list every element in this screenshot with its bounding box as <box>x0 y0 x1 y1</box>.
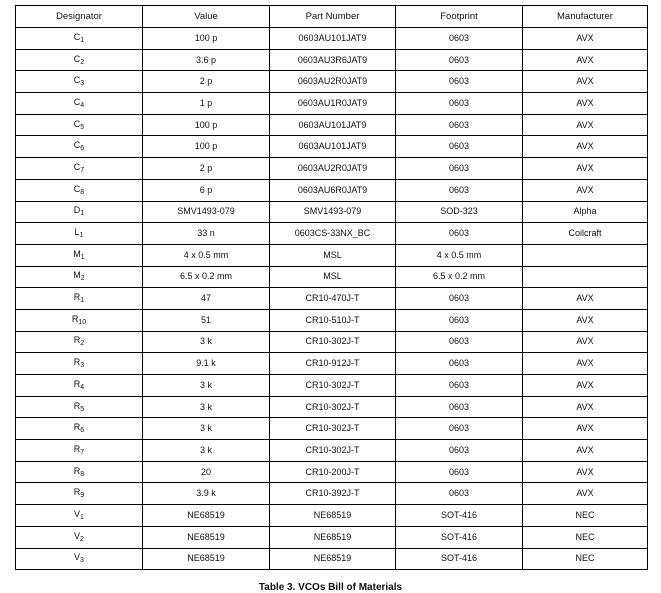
cell-part-number: MSL <box>270 266 396 288</box>
cell-value: 3.6 p <box>143 49 270 71</box>
cell-part-number: 0603AU2R0JAT9 <box>270 158 396 180</box>
designator-letter: M <box>73 248 81 259</box>
cell-footprint: 0603 <box>396 114 523 136</box>
cell-designator <box>16 28 143 50</box>
cell-value: 47 <box>143 288 270 310</box>
designator-index: 1 <box>80 297 85 305</box>
designator-index: 5 <box>80 405 85 413</box>
cell-manufacturer: Coilcraft <box>523 223 648 245</box>
cell-designator <box>16 418 143 440</box>
designator-index: 6 <box>80 427 85 435</box>
designator-letter: R <box>71 313 79 324</box>
cell-designator <box>16 114 143 136</box>
table-row <box>16 483 648 505</box>
cell-manufacturer: AVX <box>523 158 648 180</box>
cell-value: NE68519 <box>143 526 270 548</box>
designator-letter: V <box>74 552 81 563</box>
designator-letter: C <box>73 53 81 64</box>
table-row <box>16 353 648 375</box>
cell-value: 20 <box>143 461 270 483</box>
cell-part-number: CR10-200J-T <box>270 461 396 483</box>
table-body <box>16 28 648 570</box>
cell-designator <box>16 375 143 397</box>
header-part-number: Part Number <box>270 6 396 28</box>
designator-index: 2 <box>80 535 84 543</box>
cell-designator <box>16 548 143 570</box>
cell-manufacturer: AVX <box>523 375 648 397</box>
designator-letter: R <box>73 400 81 411</box>
cell-manufacturer: AVX <box>523 440 648 462</box>
cell-footprint: SOT-416 <box>396 505 523 527</box>
cell-manufacturer: AVX <box>523 49 648 71</box>
cell-value: SMV1493-079 <box>143 201 270 223</box>
table-row <box>16 114 648 136</box>
designator-letter: C <box>73 96 81 107</box>
designator-index: 8 <box>80 470 85 478</box>
cell-footprint: 0603 <box>396 331 523 353</box>
cell-footprint: 0603 <box>396 71 523 93</box>
table-row <box>16 266 648 288</box>
designator-index: 2 <box>80 58 85 66</box>
designator-index: 10 <box>78 318 87 326</box>
cell-value: 51 <box>143 309 270 331</box>
cell-manufacturer: AVX <box>523 71 648 93</box>
designator-index: 3 <box>80 80 85 88</box>
table-row <box>16 158 648 180</box>
cell-manufacturer: AVX <box>523 93 648 115</box>
cell-designator <box>16 483 143 505</box>
table-row <box>16 461 648 483</box>
cell-designator <box>16 93 143 115</box>
cell-part-number: CR10-302J-T <box>270 375 396 397</box>
cell-designator <box>16 179 143 201</box>
table-row <box>16 93 648 115</box>
designator-index: 1 <box>80 36 85 44</box>
cell-part-number: 0603AU2R0JAT9 <box>270 71 396 93</box>
designator-index: 3 <box>80 362 85 370</box>
table-row <box>16 440 648 462</box>
designator-letter: C <box>73 161 81 172</box>
cell-designator <box>16 331 143 353</box>
header-designator: Designator <box>16 6 143 28</box>
header-value: Value <box>143 6 270 28</box>
cell-part-number: CR10-470J-T <box>270 288 396 310</box>
designator-index: 3 <box>80 557 84 565</box>
cell-manufacturer <box>523 244 648 266</box>
cell-value: 100 p <box>143 136 270 158</box>
cell-designator <box>16 49 143 71</box>
cell-value: 3.9 k <box>143 483 270 505</box>
cell-designator <box>16 353 143 375</box>
cell-value: 3 k <box>143 396 270 418</box>
cell-part-number: CR10-302J-T <box>270 418 396 440</box>
cell-part-number: MSL <box>270 244 396 266</box>
cell-value: 2 p <box>143 158 270 180</box>
cell-value: 6.5 x 0.2 mm <box>143 266 270 288</box>
cell-footprint: 0603 <box>396 93 523 115</box>
table-row <box>16 288 648 310</box>
cell-part-number: 0603AU3R6JAT9 <box>270 49 396 71</box>
cell-value: 3 k <box>143 375 270 397</box>
designator-index: 4 <box>80 101 85 109</box>
cell-manufacturer: NEC <box>523 505 648 527</box>
designator-letter: R <box>73 378 81 389</box>
designator-letter: C <box>73 75 81 86</box>
table-row <box>16 396 648 418</box>
cell-footprint: SOD-323 <box>396 201 523 223</box>
table-row <box>16 244 648 266</box>
cell-manufacturer: AVX <box>523 288 648 310</box>
cell-footprint: 0603 <box>396 461 523 483</box>
cell-footprint: 0603 <box>396 158 523 180</box>
cell-part-number: 0603AU6R0JAT9 <box>270 179 396 201</box>
table-row <box>16 49 648 71</box>
designator-letter: R <box>73 357 81 368</box>
cell-footprint: 0603 <box>396 396 523 418</box>
cell-designator <box>16 266 143 288</box>
cell-designator <box>16 223 143 245</box>
cell-value: NE68519 <box>143 505 270 527</box>
designator-index: 7 <box>80 448 85 456</box>
cell-footprint: 0603 <box>396 353 523 375</box>
table-row <box>16 526 648 548</box>
table-caption: Table 3. VCOs Bill of Materials <box>258 582 403 593</box>
cell-footprint: SOT-416 <box>396 526 523 548</box>
table-row <box>16 418 648 440</box>
cell-footprint: 0603 <box>396 136 523 158</box>
designator-letter: R <box>73 422 81 433</box>
designator-letter: C <box>73 140 81 151</box>
cell-value: 100 p <box>143 114 270 136</box>
cell-designator <box>16 396 143 418</box>
designator-letter: R <box>73 443 81 454</box>
cell-part-number: 0603AU101JAT9 <box>270 136 396 158</box>
cell-manufacturer: AVX <box>523 136 648 158</box>
cell-value: 6 p <box>143 179 270 201</box>
cell-designator <box>16 244 143 266</box>
cell-footprint: 6.5 x 0.2 mm <box>396 266 523 288</box>
header-footprint: Footprint <box>396 6 523 28</box>
cell-footprint: 0603 <box>396 179 523 201</box>
cell-manufacturer: AVX <box>523 396 648 418</box>
designator-letter: R <box>73 335 81 346</box>
cell-part-number: CR10-392J-T <box>270 483 396 505</box>
table-row <box>16 71 648 93</box>
header-manufacturer: Manufacturer <box>523 6 648 28</box>
cell-value: 9.1 k <box>143 353 270 375</box>
cell-value: 3 k <box>143 440 270 462</box>
designator-index: 8 <box>80 188 85 196</box>
table-row <box>16 179 648 201</box>
cell-value: 3 k <box>143 331 270 353</box>
cell-footprint: 0603 <box>396 223 523 245</box>
designator-index: 4 <box>80 383 85 391</box>
designator-index: 2 <box>80 340 85 348</box>
cell-designator <box>16 309 143 331</box>
cell-designator <box>16 158 143 180</box>
cell-manufacturer: AVX <box>523 179 648 201</box>
table-row <box>16 548 648 570</box>
cell-value: 2 p <box>143 71 270 93</box>
cell-part-number: NE68519 <box>270 505 396 527</box>
cell-manufacturer: NEC <box>523 526 648 548</box>
designator-letter: M <box>73 270 81 281</box>
designator-index: 1 <box>79 232 84 240</box>
designator-index: 1 <box>80 253 85 261</box>
cell-part-number: NE68519 <box>270 526 396 548</box>
cell-designator <box>16 440 143 462</box>
designator-index: 1 <box>80 210 85 218</box>
cell-footprint: 0603 <box>396 375 523 397</box>
cell-designator <box>16 201 143 223</box>
cell-designator <box>16 505 143 527</box>
designator-letter: R <box>73 465 81 476</box>
designator-letter: R <box>73 292 81 303</box>
cell-part-number: NE68519 <box>270 548 396 570</box>
designator-letter: D <box>73 205 81 216</box>
cell-part-number: 0603AU101JAT9 <box>270 114 396 136</box>
cell-part-number: CR10-510J-T <box>270 309 396 331</box>
cell-footprint: 4 x 0.5 mm <box>396 244 523 266</box>
cell-value: 100 p <box>143 28 270 50</box>
cell-part-number: 0603AU101JAT9 <box>270 28 396 50</box>
designator-index: 9 <box>80 492 85 500</box>
cell-manufacturer: Alpha <box>523 201 648 223</box>
table-row <box>16 28 648 50</box>
table-row <box>16 331 648 353</box>
cell-designator <box>16 288 143 310</box>
designator-letter: V <box>74 530 81 541</box>
designator-letter: C <box>73 118 81 129</box>
cell-footprint: SOT-416 <box>396 548 523 570</box>
cell-footprint: 0603 <box>396 440 523 462</box>
cell-part-number: CR10-302J-T <box>270 440 396 462</box>
cell-manufacturer <box>523 266 648 288</box>
designator-index: 6 <box>80 145 85 153</box>
cell-footprint: 0603 <box>396 418 523 440</box>
cell-manufacturer: AVX <box>523 114 648 136</box>
cell-part-number: SMV1493-079 <box>270 201 396 223</box>
table-row <box>16 201 648 223</box>
cell-value: 3 k <box>143 418 270 440</box>
cell-part-number: CR10-302J-T <box>270 331 396 353</box>
cell-footprint: 0603 <box>396 28 523 50</box>
cell-manufacturer: AVX <box>523 483 648 505</box>
cell-manufacturer: AVX <box>523 461 648 483</box>
cell-part-number: CR10-302J-T <box>270 396 396 418</box>
designator-index: 5 <box>80 123 85 131</box>
cell-designator <box>16 461 143 483</box>
cell-value: 4 x 0.5 mm <box>143 244 270 266</box>
cell-footprint: 0603 <box>396 288 523 310</box>
cell-footprint: 0603 <box>396 483 523 505</box>
table-row <box>16 136 648 158</box>
designator-index: 1 <box>80 513 84 521</box>
cell-manufacturer: AVX <box>523 309 648 331</box>
table-row <box>16 375 648 397</box>
cell-manufacturer: AVX <box>523 418 648 440</box>
cell-manufacturer: AVX <box>523 331 648 353</box>
table-header-row <box>16 6 648 28</box>
designator-letter: V <box>74 508 81 519</box>
designator-index: 7 <box>80 166 85 174</box>
cell-designator <box>16 526 143 548</box>
cell-designator <box>16 71 143 93</box>
cell-footprint: 0603 <box>396 49 523 71</box>
cell-manufacturer: NEC <box>523 548 648 570</box>
table-row <box>16 223 648 245</box>
cell-part-number: 0603CS-33NX_BC <box>270 223 396 245</box>
bill-of-materials-table <box>15 5 648 570</box>
designator-letter: L <box>74 227 80 238</box>
cell-value: NE68519 <box>143 548 270 570</box>
designator-letter: C <box>73 183 81 194</box>
cell-value: 1 p <box>143 93 270 115</box>
table-row <box>16 309 648 331</box>
designator-letter: C <box>73 31 81 42</box>
cell-manufacturer: AVX <box>523 353 648 375</box>
table-row <box>16 505 648 527</box>
designator-letter: R <box>73 487 81 498</box>
cell-manufacturer: AVX <box>523 28 648 50</box>
cell-part-number: CR10-912J-T <box>270 353 396 375</box>
cell-designator <box>16 136 143 158</box>
cell-value: 33 n <box>143 223 270 245</box>
designator-index: 2 <box>80 275 85 283</box>
cell-part-number: 0603AU1R0JAT9 <box>270 93 396 115</box>
cell-footprint: 0603 <box>396 309 523 331</box>
